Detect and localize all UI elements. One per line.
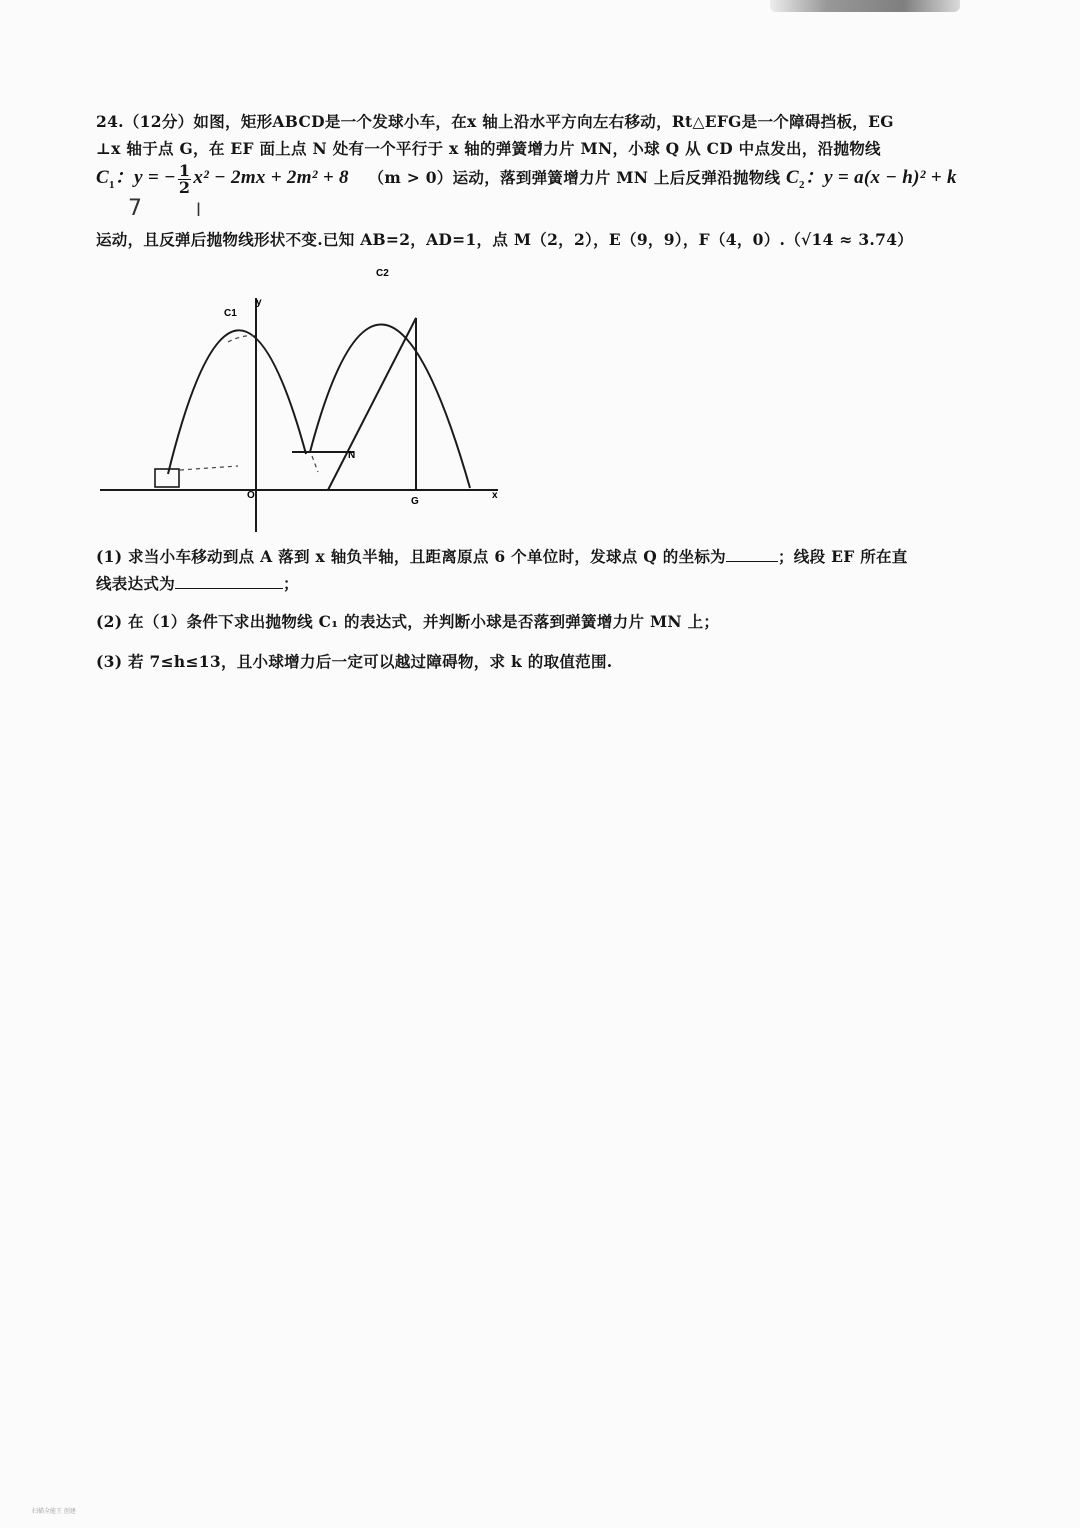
formula-line <box>96 160 957 206</box>
label-g: G <box>411 496 419 507</box>
sketch-dash-line <box>180 466 238 470</box>
question-line-4: 运动，且反弹后抛物线形状不变.已知 AB=2，AD=1，点 M（2，2），E（9，9），F（4，0）.（√14 ≈ 3.74） <box>96 230 914 249</box>
obstacle-triangle <box>328 318 416 490</box>
scan-artifact <box>770 0 960 12</box>
label-y: y <box>256 297 262 308</box>
question-line-1: 24.（12分）如图，矩形ABCD是一个发球小车，在x 轴上沿水平方向左右移动，Rt△EFG是一个障碍挡板，EG <box>96 112 894 131</box>
label-o: O <box>247 490 255 501</box>
answer-blank-q[interactable] <box>726 547 778 562</box>
parabola-c2 <box>310 324 470 488</box>
fraction-one-half: $\frac{1}{2}$ <box>178 160 191 197</box>
answer-blank-ef[interactable] <box>175 574 283 589</box>
c2-equation: ：y = a(x − h)² + k <box>804 167 957 188</box>
c2-symbol: $C_2$ <box>786 167 805 191</box>
label-c2: C2 <box>376 268 389 279</box>
handwritten-mark-1: 7 <box>128 196 142 221</box>
part-1-line-2: 线表达式为 ； <box>96 574 299 593</box>
part-1-line-1: (1) 求当小车移动到点 A 落到 x 轴负半轴，且距离原点 6 个单位时，发球点 Q 的坐标为 ；线段 EF 所在直 <box>96 547 908 566</box>
part-3: (3) 若 7≤h≤13，且小球增力后一定可以越过障碍物，求 k 的取值范围. <box>96 652 613 671</box>
c1-symbol: $C_1$ <box>96 167 115 191</box>
parabola-figure <box>98 262 508 534</box>
label-c1: C1 <box>224 308 237 319</box>
launcher-cart <box>155 469 179 487</box>
scanner-footer: 扫描全能王 创建 <box>32 1508 76 1515</box>
c1-equals: ：y = − <box>114 167 176 188</box>
label-n: N <box>348 450 356 461</box>
parabola-c1 <box>168 330 306 474</box>
part-2: (2) 在（1）条件下求出抛物线 C₁ 的表达式，并判断小球是否落到弹簧增力片 MN 上； <box>96 612 720 631</box>
label-x: x <box>492 490 498 501</box>
condition-text: （m > 0）运动，落到弹簧增力片 MN 上后反弹沿抛物线 <box>368 168 781 187</box>
c1-polynomial: x² − 2mx + 2m² + 8 <box>193 167 349 188</box>
handwritten-mark-2: l <box>196 200 202 221</box>
sketch-tick <box>312 456 318 472</box>
question-line-2: ⊥x 轴于点 G，在 EF 面上点 N 处有一个平行于 x 轴的弹簧增力片 MN，小球 Q 从 CD 中点发出，沿抛物线 <box>96 139 881 158</box>
